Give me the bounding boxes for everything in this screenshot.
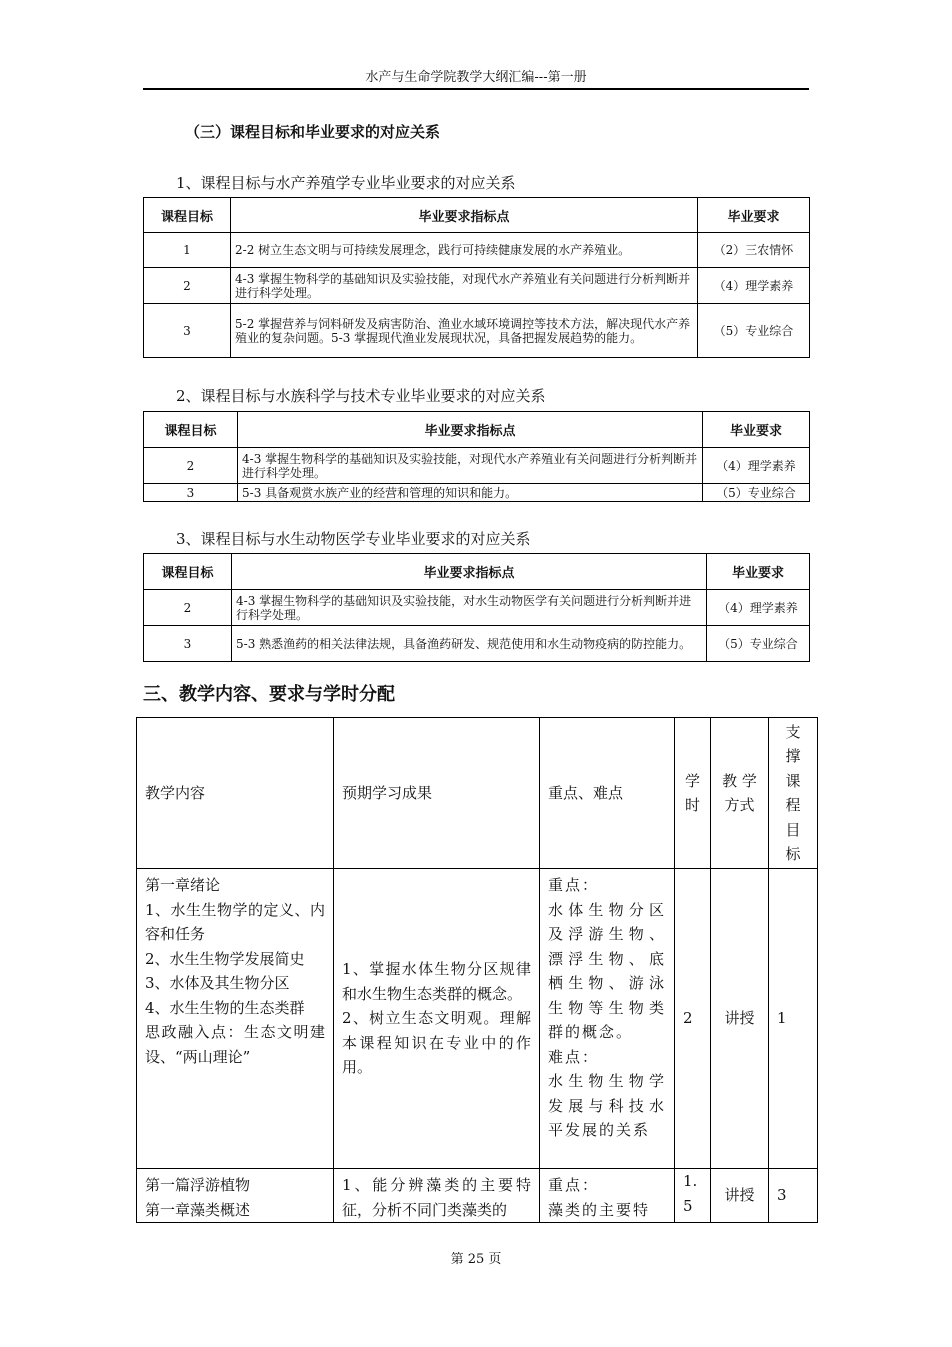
section-heading: （三）课程目标和毕业要求的对应关系 (185, 123, 441, 141)
table-header-cell: 预期学习成果 (334, 718, 540, 869)
teaching-content-table (136, 717, 818, 1223)
table-row (137, 869, 818, 1169)
table-header-cell: 学时 (675, 718, 711, 869)
table-cell: 4-3 掌握生物科学的基础知识及实验技能，对现代水产养殖业有关问题进行分析判断并进行科学处理。 (238, 448, 703, 484)
table-cell: 1 (144, 233, 231, 268)
table-cell: 2 (675, 869, 711, 1169)
table-header-cell: 支撑课程目标 (769, 718, 818, 869)
table-row (144, 484, 810, 502)
table-header-cell: 课程目标 (144, 198, 231, 233)
table-3-title: 3、课程目标与水生动物医学专业毕业要求的对应关系 (176, 530, 531, 548)
table-cell: （4）理学素养 (707, 590, 810, 626)
table-1 (143, 197, 810, 358)
table-header-cell: 毕业要求 (698, 198, 810, 233)
table-cell: 第一章绪论 1、水生生物学的定义、内容和任务 2、水生生物学发展简史 3、水体及其生物分区 4、水生生物的生态类群 思政融入点：生态文明建设、“两山理论” (137, 869, 334, 1169)
table-header-cell: 毕业要求指标点 (232, 554, 707, 590)
table-header-cell: 教学内容 (137, 718, 334, 869)
table-row (137, 1169, 818, 1223)
table-header-cell: 毕业要求 (707, 554, 810, 590)
table-row (144, 590, 810, 626)
table-3 (143, 553, 810, 662)
table-row (144, 448, 810, 484)
table-2 (143, 411, 810, 502)
table-header-cell: 课程目标 (144, 412, 238, 448)
table-cell: 2-2 树立生态文明与可持续发展理念，践行可持续健康发展的水产养殖业。 (231, 233, 698, 268)
table-cell: 讲授 (711, 869, 769, 1169)
table-header-cell: 课程目标 (144, 554, 232, 590)
table-cell: （4）理学素养 (703, 448, 810, 484)
table-cell: 3 (769, 1169, 818, 1223)
table-cell: 1.5 (675, 1169, 711, 1223)
table-cell: 3 (144, 626, 232, 662)
table-cell: 1、能分辨藻类的主要特征，分析不同门类藻类的 (334, 1169, 540, 1223)
table-cell: 3 (144, 484, 238, 502)
table-cell: 讲授 (711, 1169, 769, 1223)
table-cell: 2 (144, 448, 238, 484)
table-header-cell: 毕业要求 (703, 412, 810, 448)
table-cell: 1、掌握水体生物分区规律和水生物生态类群的概念。 2、树立生态文明观。理解本课程知识在专业中的作用。 (334, 869, 540, 1169)
table-row (144, 233, 810, 268)
page-header: 水产与生命学院教学大纲汇编---第一册 (365, 70, 587, 85)
table-cell: 第一篇浮游植物 第一章藻类概述 (137, 1169, 334, 1223)
table-cell: （5）专业综合 (703, 484, 810, 502)
table-row (144, 268, 810, 304)
table-header-cell: 毕业要求指标点 (238, 412, 703, 448)
table-cell: 2 (144, 590, 232, 626)
table-header-cell: 教 学方式 (711, 718, 769, 869)
table-cell: 3 (144, 304, 231, 358)
section-title: 三、教学内容、要求与学时分配 (143, 684, 395, 705)
table-row (144, 304, 810, 358)
table-cell: 重点： 水体生物分区及浮游生物、漂浮生物、底栖生物、游泳生物等生物类群的概念。 难点： 水生物生物学发展与科技水平发展的关系 (540, 869, 675, 1169)
table-header-cell: 重点、难点 (540, 718, 675, 869)
table-2-title: 2、课程目标与水族科学与技术专业毕业要求的对应关系 (176, 387, 546, 405)
table-cell: 5-3 熟悉渔药的相关法律法规，具备渔药研发、规范使用和水生动物疫病的防控能力。 (232, 626, 707, 662)
table-cell: 4-3 掌握生物科学的基础知识及实验技能，对水生动物医学有关问题进行分析判断并进行科学处理。 (232, 590, 707, 626)
table-row (144, 626, 810, 662)
header-rule (143, 88, 809, 90)
table-cell: （5）专业综合 (698, 304, 810, 358)
table-1-title: 1、课程目标与水产养殖学专业毕业要求的对应关系 (176, 174, 516, 192)
table-cell: 5-3 具备观赏水族产业的经营和管理的知识和能力。 (238, 484, 703, 502)
table-cell: 2 (144, 268, 231, 304)
table-cell: （2）三农情怀 (698, 233, 810, 268)
table-cell: （5）专业综合 (707, 626, 810, 662)
table-cell: 重点： 藻类的主要特 (540, 1169, 675, 1223)
table-header-cell: 毕业要求指标点 (231, 198, 698, 233)
table-cell: 5-2 掌握营养与饲料研发及病害防治、渔业水域环境调控等技术方法，解决现代水产养殖业的复杂问题。5-3 掌握现代渔业发展现状况，具备把握发展趋势的能力。 (231, 304, 698, 358)
table-cell: （4）理学素养 (698, 268, 810, 304)
page-number: 第 25 页 (450, 1252, 502, 1267)
table-cell: 1 (769, 869, 818, 1169)
table-cell: 4-3 掌握生物科学的基础知识及实验技能，对现代水产养殖业有关问题进行分析判断并进行科学处理。 (231, 268, 698, 304)
